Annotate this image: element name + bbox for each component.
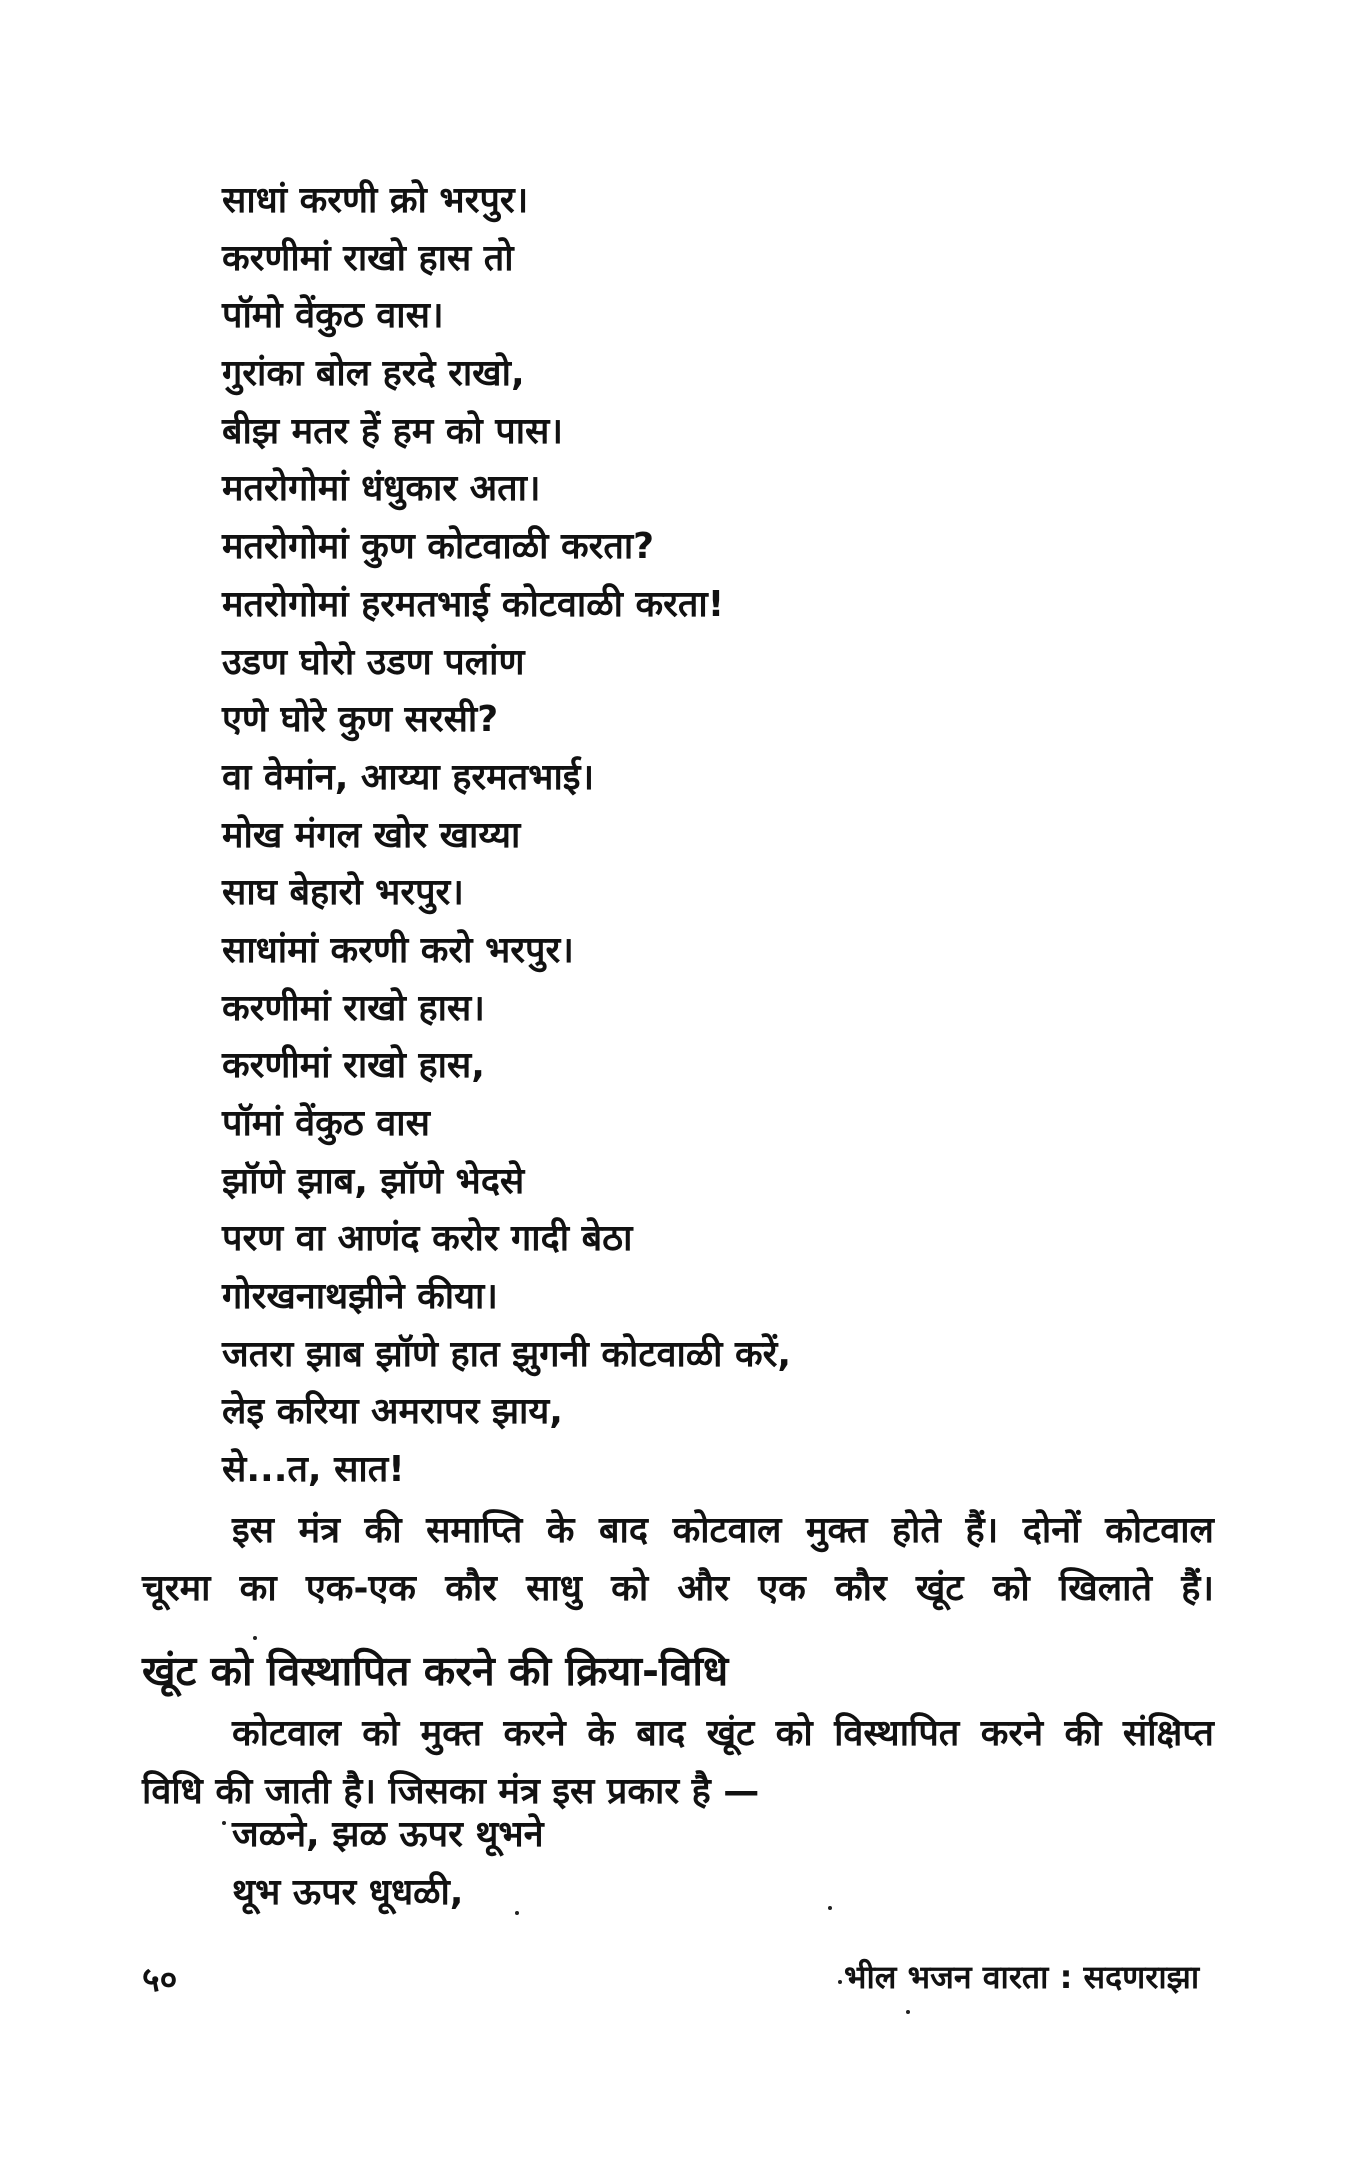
word: के — [587, 1713, 615, 1754]
print-speck — [222, 1821, 226, 1825]
verse-line: से...त, सात! — [222, 1449, 405, 1491]
verse-line: मतरोगोमां धंधुकार अता। — [222, 468, 541, 510]
verse-line: झॉणे झाब, झॉणे भेदसे — [222, 1160, 525, 1202]
verse-line: साधां करणी क्रो भरपुर। — [222, 180, 529, 221]
word: के — [546, 1510, 575, 1551]
word: को — [362, 1713, 400, 1754]
word: हैं। — [965, 1510, 999, 1551]
word: को — [992, 1568, 1030, 1609]
word: समाप्ति — [426, 1510, 523, 1551]
word: की — [1064, 1713, 1102, 1754]
verse-line: बीझ मतर हें हम को पास। — [222, 410, 564, 452]
word: को — [775, 1713, 813, 1754]
verse-line: जतरा झाब झॉणे हात झुगनी कोटवाळी करें, — [222, 1333, 792, 1375]
word: साधु — [526, 1568, 582, 1609]
word: कोटवाल — [1105, 1510, 1214, 1551]
word: एक-एक — [305, 1568, 416, 1609]
word: करने — [980, 1713, 1044, 1754]
word: संक्षिप्त — [1122, 1713, 1214, 1754]
word: का — [239, 1568, 277, 1609]
word: और — [677, 1568, 729, 1609]
print-speck — [838, 1980, 842, 1984]
word: खूंट — [915, 1568, 964, 1609]
verse-line: उडण घोरो उडण पलांण — [222, 641, 525, 683]
word: कोटवाल — [232, 1713, 341, 1754]
verse-line: मोख मंगल खोर खाय्या — [222, 814, 521, 856]
word: चूरमा — [142, 1568, 211, 1609]
word: हैं। — [1181, 1568, 1214, 1609]
print-speck — [515, 1911, 519, 1915]
word: मुक्त — [420, 1713, 483, 1754]
verse-line: थूभ ऊपर धूधळी, — [232, 1872, 464, 1913]
paragraph-line — [142, 1560, 1214, 1618]
verse-line: करणीमां राखो हास तो — [222, 237, 514, 279]
verse-line: वा वेमांन, आय्या हरमतभाई। — [222, 756, 595, 798]
print-speck — [828, 1906, 832, 1910]
verse-line: साधांमां करणी करो भरपुर। — [222, 929, 574, 971]
word: खिलाते — [1058, 1568, 1152, 1609]
verse-line: मतरोगोमां हरमतभाई कोटवाळी करता! — [222, 583, 725, 625]
word: इस — [232, 1510, 275, 1551]
verse-line: मतरोगोमां कुण कोटवाळी करता? — [222, 526, 655, 568]
page-number: ५० — [142, 1960, 178, 2000]
word: दोनों — [1022, 1510, 1081, 1551]
word: मुक्त — [806, 1510, 868, 1551]
section-heading: खूंट को विस्थापित करने की क्रिया-विधि — [142, 1647, 729, 1695]
word: विस्थापित — [834, 1713, 960, 1754]
mantra-verse-block — [232, 1806, 544, 1922]
verse-line: करणीमां राखो हास, — [222, 1045, 485, 1087]
verse-line: एणे घोरे कुण सरसी? — [222, 699, 499, 741]
verse-line: गुरांका बोल हरदे राखो, — [222, 353, 525, 395]
paragraph-kotwal-release — [142, 1502, 1214, 1618]
word: मंत्र — [298, 1510, 340, 1551]
print-speck — [906, 2010, 910, 2014]
verse-line: गोरखनाथझीने कीया। — [222, 1276, 498, 1318]
word: बाद — [599, 1510, 648, 1551]
word: खूंट — [706, 1713, 755, 1754]
verse-line: करणीमां राखो हास। — [222, 987, 485, 1029]
paragraph-line — [142, 1502, 1214, 1560]
verse-line: पॉमां वेंकुठ वास — [222, 1103, 430, 1144]
verse-block — [222, 172, 1222, 1499]
word: को — [611, 1568, 649, 1609]
verse-line: पॉमो वेंकुठ वास। — [222, 295, 444, 337]
verse-line: जळने, झळ ऊपर थूभने — [232, 1814, 544, 1855]
word: करने — [503, 1713, 566, 1754]
word: एक — [758, 1568, 806, 1609]
print-speck — [253, 1636, 257, 1640]
word: की — [364, 1510, 402, 1551]
word: होते — [891, 1510, 941, 1551]
verse-line: साघ बेहारो भरपुर। — [222, 872, 464, 914]
paragraph-line — [142, 1705, 1214, 1763]
verse-line: परण वा आणंद करोर गादी बेठा — [222, 1218, 633, 1260]
word: कौर — [834, 1568, 887, 1609]
verse-line: लेइ करिया अमरापर झाय, — [222, 1391, 563, 1433]
paragraph-line: विधि की जाती है। जिसका मंत्र इस प्रकार है — — [142, 1771, 760, 1812]
word: कोटवाल — [672, 1510, 782, 1551]
word: बाद — [636, 1713, 686, 1754]
word: कौर — [445, 1568, 497, 1609]
paragraph-khunt-intro — [142, 1705, 1214, 1821]
running-footer-title: भील भजन वारता : सदणराझा — [844, 1958, 1200, 1996]
